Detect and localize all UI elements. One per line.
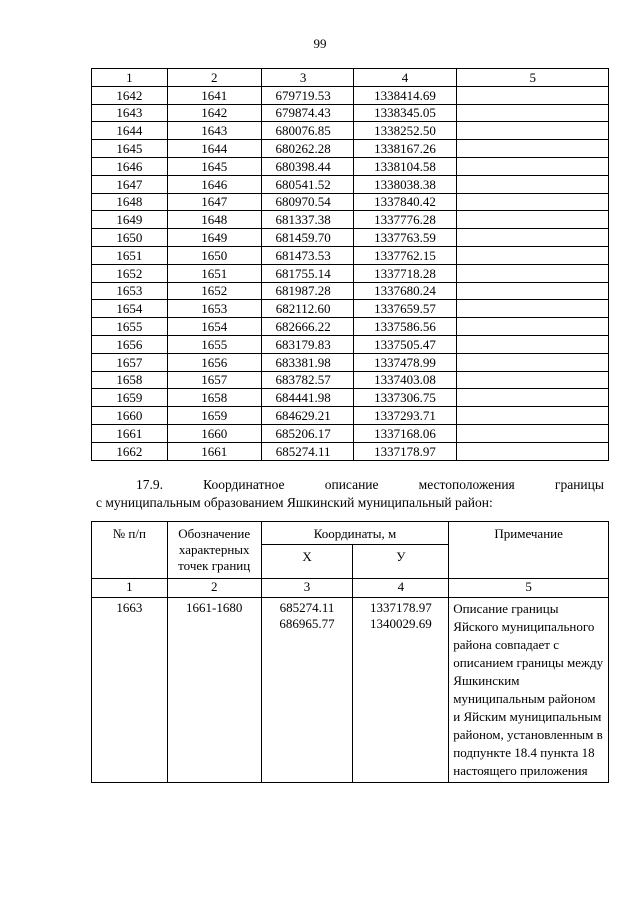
table-row — [92, 264, 609, 282]
table-cell: 1656 — [92, 335, 168, 353]
table-row — [92, 442, 609, 460]
table-cell: 1641 — [167, 86, 261, 104]
table-cell: 1646 — [92, 157, 168, 175]
boundary-table — [91, 521, 609, 783]
table-cell — [457, 335, 609, 353]
table-cell: 1646 — [167, 175, 261, 193]
table-cell: 681337.38 — [261, 211, 353, 229]
coordinates-table — [91, 68, 609, 461]
table-cell — [457, 86, 609, 104]
table-cell: 1337586.56 — [353, 318, 457, 336]
table-cell: 1337178.97 — [353, 442, 457, 460]
table-row — [92, 175, 609, 193]
header-y: У — [353, 545, 449, 579]
table-cell: 1337680.24 — [353, 282, 457, 300]
header-designation: Обозначение характерных точек границ — [167, 522, 261, 579]
table-cell: 1659 — [92, 389, 168, 407]
section-heading-line — [96, 476, 604, 494]
table-cell: 1657 — [167, 371, 261, 389]
table-cell — [457, 104, 609, 122]
table-cell: 681473.53 — [261, 246, 353, 264]
table-cell: 1337403.08 — [353, 371, 457, 389]
table-cell: 1661 — [92, 424, 168, 442]
table-cell — [457, 389, 609, 407]
row-y-values — [353, 598, 449, 783]
section-paragraph — [96, 476, 604, 512]
table-row — [92, 598, 609, 783]
table-cell — [457, 353, 609, 371]
table-row — [92, 353, 609, 371]
table-cell: 1645 — [167, 157, 261, 175]
column-header: 4 — [353, 69, 457, 87]
table-cell: 682112.60 — [261, 300, 353, 318]
heading-word: описание — [324, 477, 379, 492]
table-cell: 1661 — [167, 442, 261, 460]
table-cell: 680076.85 — [261, 122, 353, 140]
table-cell: 1648 — [92, 193, 168, 211]
table-cell: 679719.53 — [261, 86, 353, 104]
table-cell: 1337478.99 — [353, 353, 457, 371]
table-cell: 1652 — [92, 264, 168, 282]
table-cell: 1647 — [92, 175, 168, 193]
table-cell: 1642 — [167, 104, 261, 122]
table-cell: 1660 — [92, 407, 168, 425]
table-cell: 1660 — [167, 424, 261, 442]
table-cell: 1658 — [167, 389, 261, 407]
column-number-row — [92, 579, 609, 598]
table-cell: 685206.17 — [261, 424, 353, 442]
table-cell: 1657 — [92, 353, 168, 371]
table-cell — [457, 157, 609, 175]
table-cell: 1650 — [92, 229, 168, 247]
table-row — [92, 371, 609, 389]
table-cell — [457, 424, 609, 442]
table-cell: 1644 — [92, 122, 168, 140]
table-cell: 1338167.26 — [353, 140, 457, 158]
page-number: 99 — [313, 36, 327, 51]
table-row — [92, 335, 609, 353]
table-cell: 1651 — [92, 246, 168, 264]
column-header: 3 — [261, 69, 353, 87]
header-note: Примечание — [449, 522, 609, 579]
table-cell: 1656 — [167, 353, 261, 371]
table-cell: 1658 — [92, 371, 168, 389]
table-cell: 1337659.57 — [353, 300, 457, 318]
table-cell: 682666.22 — [261, 318, 353, 336]
table-cell: 1338252.50 — [353, 122, 457, 140]
table-cell: 1642 — [92, 86, 168, 104]
table-cell: 1338345.05 — [353, 104, 457, 122]
row-number: 1663 — [92, 598, 168, 783]
table-row — [92, 282, 609, 300]
table-row — [92, 157, 609, 175]
table-cell — [457, 300, 609, 318]
table-row — [92, 300, 609, 318]
row-x-values — [261, 598, 353, 783]
table-cell: 1338104.58 — [353, 157, 457, 175]
table-cell: 1653 — [167, 300, 261, 318]
table-cell: 1654 — [92, 300, 168, 318]
table-cell: 683782.57 — [261, 371, 353, 389]
table-cell: 1337763.59 — [353, 229, 457, 247]
table-cell — [457, 318, 609, 336]
table-cell: 681755.14 — [261, 264, 353, 282]
table-cell: 1662 — [92, 442, 168, 460]
table-row — [92, 104, 609, 122]
table-cell: 1655 — [167, 335, 261, 353]
table-cell — [457, 246, 609, 264]
table-cell: 680541.52 — [261, 175, 353, 193]
table-header-row — [92, 522, 609, 545]
table-cell: 680970.54 — [261, 193, 353, 211]
table-cell: 1337168.06 — [353, 424, 457, 442]
table-cell: 680398.44 — [261, 157, 353, 175]
table-cell: 1647 — [167, 193, 261, 211]
table-header-row — [92, 69, 609, 87]
table-cell: 1644 — [167, 140, 261, 158]
heading-word: 17.9. — [136, 477, 163, 492]
table-row — [92, 389, 609, 407]
table-cell: 683381.98 — [261, 353, 353, 371]
column-number: 4 — [353, 579, 449, 598]
table-row — [92, 424, 609, 442]
table-cell — [457, 122, 609, 140]
table-cell: 1338414.69 — [353, 86, 457, 104]
table-cell: 1645 — [92, 140, 168, 158]
header-x: X — [261, 545, 353, 579]
row-note: Описание границы Яйского муниципального района совпадает с описанием границы между Яшкинским муниципальным районом и Яйским муниципальным районом, установленным в подпункте 18.4 пункта 18 настоящего приложения — [449, 598, 609, 783]
table-row — [92, 86, 609, 104]
table-row — [92, 122, 609, 140]
table-cell — [457, 229, 609, 247]
table-cell: 1643 — [167, 122, 261, 140]
column-header: 1 — [92, 69, 168, 87]
table-cell — [457, 442, 609, 460]
x-value: 685274.11 — [279, 600, 335, 615]
heading-word: местоположения — [418, 477, 515, 492]
heading-word: границы — [554, 477, 604, 492]
table-cell — [457, 407, 609, 425]
table-cell: 1650 — [167, 246, 261, 264]
x-value: 686965.77 — [279, 616, 335, 631]
table-cell: 1651 — [167, 264, 261, 282]
table-cell: 681987.28 — [261, 282, 353, 300]
table-cell — [457, 264, 609, 282]
table-cell: 1337293.71 — [353, 407, 457, 425]
table-row — [92, 407, 609, 425]
table-cell: 1654 — [167, 318, 261, 336]
table-cell — [457, 175, 609, 193]
table-cell: 1338038.38 — [353, 175, 457, 193]
table-row — [92, 211, 609, 229]
heading-word: Координатное — [203, 477, 285, 492]
table-cell: 1337718.28 — [353, 264, 457, 282]
table-row — [92, 140, 609, 158]
table-cell: 680262.28 — [261, 140, 353, 158]
table-cell: 1652 — [167, 282, 261, 300]
table-cell: 684441.98 — [261, 389, 353, 407]
table-cell: 684629.21 — [261, 407, 353, 425]
table-cell: 1337840.42 — [353, 193, 457, 211]
column-number: 2 — [167, 579, 261, 598]
y-value: 1340029.69 — [369, 616, 432, 631]
table-cell: 1655 — [92, 318, 168, 336]
table-cell — [457, 282, 609, 300]
table-cell: 681459.70 — [261, 229, 353, 247]
row-designation: 1661-1680 — [167, 598, 261, 783]
section-heading-line-2: с муниципальным образованием Яшкинский муниципальный район: — [96, 495, 493, 510]
table-cell: 1659 — [167, 407, 261, 425]
table-cell — [457, 371, 609, 389]
column-number: 5 — [449, 579, 609, 598]
column-number: 1 — [92, 579, 168, 598]
table-cell: 679874.43 — [261, 104, 353, 122]
table-cell — [457, 140, 609, 158]
column-header: 5 — [457, 69, 609, 87]
table-cell: 1337762.15 — [353, 246, 457, 264]
table-row — [92, 246, 609, 264]
table-cell: 1653 — [92, 282, 168, 300]
table-row — [92, 193, 609, 211]
header-coordinates: Координаты, м — [261, 522, 449, 545]
table-cell: 1337505.47 — [353, 335, 457, 353]
table-cell: 1337776.28 — [353, 211, 457, 229]
table-cell: 1337306.75 — [353, 389, 457, 407]
table-cell: 1649 — [167, 229, 261, 247]
table-cell: 1643 — [92, 104, 168, 122]
y-value: 1337178.97 — [369, 600, 432, 615]
table-cell — [457, 211, 609, 229]
header-number: № п/п — [92, 522, 168, 579]
table-cell: 683179.83 — [261, 335, 353, 353]
column-number: 3 — [261, 579, 353, 598]
table-cell: 1648 — [167, 211, 261, 229]
column-header: 2 — [167, 69, 261, 87]
table-row — [92, 229, 609, 247]
table-cell: 685274.11 — [261, 442, 353, 460]
table-cell — [457, 193, 609, 211]
table-cell: 1649 — [92, 211, 168, 229]
table-row — [92, 318, 609, 336]
